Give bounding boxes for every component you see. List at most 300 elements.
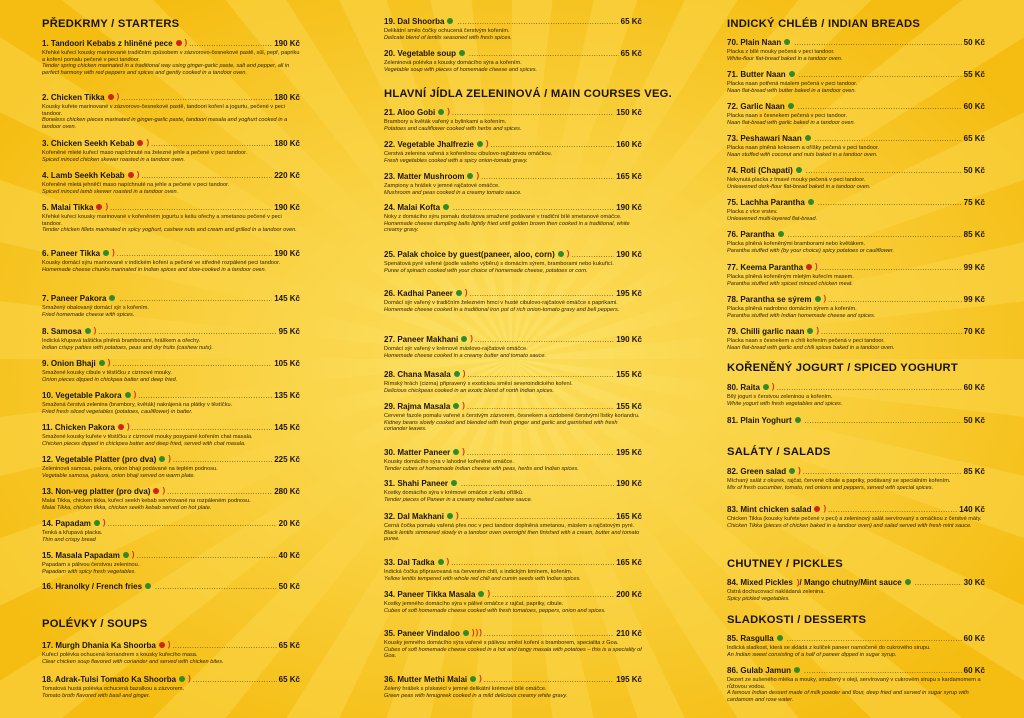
menu-item-marks — [763, 382, 775, 392]
menu-item-marks — [459, 50, 467, 56]
menu-item-marks — [125, 390, 137, 400]
vegetarian-dot-icon — [467, 173, 473, 179]
menu-item-description-czech: Křehké kuřecí kousky marinované v kořeněném jogurtu s kešu ořechy a smetanou pečené v peci tandoor. — [42, 214, 282, 227]
leader-dots — [453, 204, 614, 214]
menu-item-description-czech: Papadam s pálivou čerstvou zeleninou. — [42, 562, 140, 568]
chili-spicy-icon: ) — [823, 294, 827, 303]
menu-item-price: 40 Kč — [278, 551, 300, 560]
menu-item-header — [384, 447, 642, 459]
menu-item-description-english: Spiced minced lamb skewer roasted in a tandoor oven. — [42, 188, 179, 195]
leader-dots — [777, 384, 962, 394]
leader-dots — [804, 667, 962, 677]
menu-item — [42, 294, 300, 318]
menu-item-name-suffix: / Mango chutny/Mint sauce — [799, 578, 902, 587]
menu-item-name: 32. Dal Makhani — [384, 512, 445, 521]
leader-dots — [112, 360, 272, 370]
menu-item-description-english: Homemade cheese cooked in a traditional iron pot of rich onion-tomato gravy and bell peppers. — [384, 306, 620, 313]
menu-item-description-english: Indian crispy patties with potatoes, peas and dry fruits (cashew nuts). — [42, 344, 214, 351]
menu-item — [384, 589, 642, 614]
vegetarian-dot-icon — [109, 295, 115, 301]
menu-item-name: 84. Mixed Pickles — [727, 578, 793, 587]
menu-item-description-english: Homemade cheese dumpling balls lightly fried until golden brown then cooked in a traditional, white creamy gravy. — [384, 220, 630, 234]
menu-item-price: 65 Kč — [278, 675, 300, 684]
vegetarian-dot-icon — [763, 384, 769, 390]
menu-item-name: 7. Paneer Pakora — [42, 294, 107, 303]
menu-item-description-english: Parantha stuffed with Indian homemade cheese and spices. — [727, 312, 876, 319]
vegetarian-dot-icon — [789, 468, 795, 474]
chili-spicy-icon: ) — [823, 504, 827, 513]
leader-dots — [815, 135, 962, 145]
menu-item — [384, 628, 642, 660]
leader-dots — [820, 264, 962, 274]
vegetarian-dot-icon — [447, 513, 453, 519]
menu-item-header — [727, 578, 985, 589]
menu-item-header — [42, 454, 300, 466]
menu-item-header — [384, 369, 642, 381]
menu-item-marks — [461, 334, 473, 344]
vegetarian-dot-icon — [788, 103, 794, 109]
menu-item-marks — [777, 635, 785, 641]
menu-item-description-english: Parantha stuffed with (by your choice) spicy potatoes or cauliflower. — [727, 247, 895, 254]
menu-item-price: 280 Kč — [274, 487, 300, 496]
chili-spicy-icon: ) — [462, 401, 465, 410]
menu-item-marks — [99, 358, 111, 368]
menu-item-description-english: Vegetable soup with pieces of homemade cheese and spices. — [384, 66, 538, 73]
menu-item-price: 180 Kč — [274, 139, 300, 148]
leader-dots — [189, 40, 272, 50]
menu-item-price: 60 Kč — [963, 383, 985, 392]
vegetarian-dot-icon — [905, 579, 911, 585]
chili-spicy-icon: ) — [168, 454, 171, 463]
menu-item-marks — [438, 557, 450, 567]
menu-item-header — [727, 634, 985, 645]
menu-item-price: 30 Kč — [963, 578, 985, 587]
chili-spicy-icon: ) — [167, 640, 171, 649]
menu-item-description-english: Spicy pickled vegetables. — [727, 595, 790, 602]
leader-dots — [151, 140, 272, 150]
menu-item — [384, 203, 642, 234]
chili-spicy-icon: ) — [476, 171, 480, 180]
non-vegetarian-dot-icon — [176, 40, 182, 46]
menu-item — [384, 401, 642, 433]
vegetarian-dot-icon — [103, 250, 109, 256]
menu-item-description-english: Naan flat-bread with garlic and chili spices baked in a tandoor oven. — [727, 344, 895, 351]
menu-item-marks — [454, 369, 466, 379]
menu-item-name: 76. Parantha — [727, 230, 775, 239]
chili-spicy-icon: ) — [446, 557, 450, 566]
menu-item-description-english: Thin and crispy bread — [42, 536, 96, 543]
menu-item-header — [727, 134, 985, 145]
vegetarian-dot-icon — [453, 403, 459, 409]
menu-item-marks — [478, 589, 490, 599]
menu-item-name: 19. Dal Shoorba — [384, 17, 445, 26]
menu-item-description-czech: Červené fazole pomalu vařené s čerstvým zázvorem, česnekem a ozdobené čerstvými lístky koriandru. — [384, 413, 640, 419]
menu-item-header — [384, 628, 642, 640]
leader-dots — [467, 371, 614, 381]
menu-item-name: 34. Paneer Tikka Masala — [384, 590, 476, 599]
vegetarian-dot-icon — [777, 635, 783, 641]
non-vegetarian-dot-icon — [159, 642, 165, 648]
menu-item-price: 190 Kč — [616, 250, 642, 259]
menu-item-header — [384, 479, 642, 490]
menu-item-marks — [85, 326, 97, 336]
menu-item-description-english: Homemade cheese cooked in a creamy butter and tomato sauce. — [384, 352, 546, 359]
menu-item-marks — [179, 674, 191, 684]
vegetarian-dot-icon — [447, 18, 453, 24]
leader-dots — [787, 635, 962, 645]
menu-item-header — [727, 466, 985, 478]
menu-item-price: 210 Kč — [616, 629, 642, 638]
menu-item-description-czech: Domácí sýr vařený v krémové máslovo-rajčatové omáčce. — [384, 346, 528, 352]
menu-item-description-english: Chicken pieces dipped in chickpea batter and deep fried, served with chat masala. — [42, 440, 246, 447]
leader-dots — [798, 103, 962, 113]
menu-item-name: 82. Green salad — [727, 467, 787, 476]
menu-item-name: 14. Papadam — [42, 519, 91, 528]
menu-item-header — [727, 102, 985, 113]
menu-item-description-english: Tender pieces of Paneer in a creamy melted cashew sauce. — [384, 496, 533, 503]
menu-item — [384, 557, 642, 582]
non-vegetarian-dot-icon — [96, 204, 102, 210]
menu-item-header — [727, 198, 985, 209]
leader-dots — [803, 468, 962, 478]
menu-item-header — [384, 203, 642, 214]
menu-item-price: 99 Kč — [963, 295, 985, 304]
menu-item — [42, 582, 300, 593]
leader-dots — [828, 296, 961, 306]
menu-item — [727, 578, 985, 602]
menu-item-header — [384, 589, 642, 601]
menu-item-header — [384, 171, 642, 183]
leader-dots — [475, 336, 614, 346]
menu-item-marks — [453, 447, 465, 457]
menu-item-name: 83. Mint chicken salad — [727, 505, 812, 514]
leader-dots — [818, 199, 962, 209]
menu-item-name: 2. Chicken Tikka — [42, 93, 105, 102]
menu-item-name: 21. Aloo Gobi — [384, 108, 436, 117]
chili-spicy-icon: ) — [188, 674, 191, 683]
menu-item-price: 160 Kč — [616, 140, 642, 149]
menu-item-header — [727, 166, 985, 177]
menu-item-name: 10. Vegetable Pakora — [42, 391, 122, 400]
non-vegetarian-dot-icon — [153, 488, 159, 494]
vegetarian-dot-icon — [159, 456, 165, 462]
menu-item-name: 28. Chana Masala — [384, 370, 451, 379]
section-title: HLAVNÍ JÍDLA ZELENINOVÁ / MAIN COURSES VEG. — [384, 88, 672, 100]
menu-item-name: 11. Chicken Pakora — [42, 423, 115, 432]
menu-item-header — [727, 70, 985, 81]
menu-item-name: 75. Lachha Parantha — [727, 198, 805, 207]
menu-item-description-english: Naan stuffed with coconut and nuts baked in a tandoor oven. — [727, 151, 878, 158]
chili-spicy-icon: ) — [131, 550, 135, 559]
menu-item-header — [42, 92, 300, 104]
menu-item-header — [42, 582, 300, 593]
chili-spicy-icon: ) — [485, 139, 489, 148]
chili-spicy-icon: ) — [798, 466, 801, 475]
non-vegetarian-dot-icon — [118, 424, 124, 430]
leader-dots — [167, 488, 272, 498]
chili-spicy-icon: ) — [105, 202, 109, 211]
menu-item-marks — [96, 202, 108, 212]
menu-item-description-english: Naan flat-bread with butter baked in a tandoor oven. — [727, 87, 857, 94]
non-vegetarian-dot-icon — [814, 506, 820, 512]
vegetarian-dot-icon — [125, 392, 131, 398]
menu-item-header — [384, 107, 642, 119]
menu-item-marks — [784, 39, 792, 45]
menu-item-description-english: Homemade cheese chunks marinated in Indian spices and slow-cooked in a tandoor oven. — [42, 266, 267, 273]
menu-item-description-czech: Smažený obalovaný domácí sýr s kořením. — [42, 305, 149, 311]
menu-item — [384, 447, 642, 472]
menu-item-name: 18. Adrak-Tulsi Tomato Ka Shoorba — [42, 675, 177, 684]
menu-item — [727, 198, 985, 222]
menu-item-description-czech: Placka naan s česnekem a chili kořením pečená v peci tandoor. — [727, 338, 885, 344]
menu-item-description-english: White-flour flat-bread baked in a tandoor oven. — [727, 55, 843, 62]
leader-dots — [805, 417, 962, 427]
chili-spicy-icon: ) — [107, 358, 111, 367]
menu-item-price: 65 Kč — [620, 17, 642, 26]
non-vegetarian-dot-icon — [108, 94, 114, 100]
vegetarian-dot-icon — [796, 167, 802, 173]
chili-spicy-icon: ) — [116, 92, 120, 101]
menu-item-header — [42, 248, 300, 260]
vegetarian-dot-icon — [789, 71, 795, 77]
menu-item-description-czech: Kousky domácího sýra v lahodné kořeněné omáčce. — [384, 459, 514, 465]
menu-item-header — [42, 202, 300, 214]
vegetarian-dot-icon — [558, 251, 564, 257]
menu-item-price: 190 Kč — [274, 249, 300, 258]
menu-item-price: 190 Kč — [616, 335, 642, 344]
menu-item — [727, 666, 985, 703]
menu-item-header — [42, 390, 300, 402]
menu-item-description-czech: Tomatová hustá polévka ochucená bazalkou a zázvorem. — [42, 686, 185, 692]
menu-item — [42, 674, 300, 699]
chili-spicy-icon: ) — [487, 589, 491, 598]
menu-item-description-english: A famous Indian dessert made of milk powder and flour, deep fried and served in sugar syrup with cardamom and rose water. — [727, 690, 969, 703]
menu-item-description-czech: Placka plněná kořeněným mletým kuřecím masem. — [727, 274, 854, 280]
menu-item-price: 99 Kč — [963, 263, 985, 272]
menu-item-header — [727, 326, 985, 338]
vegetarian-dot-icon — [794, 667, 800, 673]
leader-dots — [132, 424, 273, 434]
menu-item-name: 72. Garlic Naan — [727, 102, 785, 111]
menu-item-header — [384, 511, 642, 523]
vegetarian-dot-icon — [123, 552, 129, 558]
menu-item — [727, 634, 985, 658]
leader-dots — [467, 403, 614, 413]
menu-item — [384, 334, 642, 359]
menu-item-header — [727, 294, 985, 306]
menu-item-header — [42, 38, 300, 50]
menu-item-description-english: Yellow lentils tempered with whole red chili and cumin seeds with Indian spices. — [384, 575, 581, 582]
menu-item-description-czech: Domácí sýr vařený v tradičním železném hrnci v husté cibulovo-rajčatové omáčce s paprikami. — [384, 300, 618, 306]
chili-spicy-icon: ) — [462, 447, 465, 456]
menu-item-description-english: Fresh vegetables cooked with a spicy onion-tomato gravy. — [384, 157, 528, 164]
leader-dots — [98, 328, 276, 338]
menu-item-price: 145 Kč — [274, 294, 300, 303]
menu-item — [727, 294, 985, 319]
menu-item-header — [42, 358, 300, 370]
menu-item-marks — [137, 138, 149, 148]
menu-item-description-czech: Chicken Tikka (kousky kuřete pečené v peci) a zeleninový salát servírovaný s omáčkou z čerstvé máty. — [727, 516, 982, 522]
chili-spicy-icon: ) — [771, 382, 775, 391]
menu-item — [727, 134, 985, 158]
leader-dots — [110, 204, 272, 214]
menu-item-marks — [153, 486, 165, 496]
menu-item-description-english: Cubes of soft homemade cheese cooked with fresh tomatoes, peppers, onion and spices. — [384, 607, 606, 614]
chili-spicy-icon: ) — [479, 674, 482, 683]
section-title: CHUTNEY / PICKLES — [727, 558, 843, 570]
menu-item-description-english: Clear chicken soup flavored with coriander and served with chicken bites. — [42, 658, 224, 665]
menu-item-marks — [109, 295, 117, 301]
menu-item-description-english: Black lentils simmered slowly in a tandoor oven overnight then finished with a cream, butter and tomato puree. — [384, 529, 640, 543]
menu-item-description-czech: Smažené kousky cibule v těstíčku z cizrnové mouky. — [42, 370, 172, 376]
menu-item-description-czech: Delikátní směs čočky ochucená čerstvým kořením. — [384, 28, 510, 34]
menu-item-price: 60 Kč — [963, 102, 985, 111]
menu-item-header — [727, 38, 985, 49]
menu-item-description-english: Delicate blend of lentils seasoned with fresh spices. — [384, 34, 512, 41]
menu-item-description-czech: Malai Tikka, chicken tikka, kuřecí seekh kebab servírované na rozpáleném podnosu. — [42, 498, 251, 504]
menu-item-price: 55 Kč — [963, 70, 985, 79]
menu-item — [727, 504, 985, 529]
menu-item-description-english: Cubes of soft homemade cheese cooked in a hot and tangy masala with potatoes – this is a speciality of Goa. — [384, 646, 642, 660]
menu-item-price: 65 Kč — [963, 134, 985, 143]
menu-item-description-czech: Bílý jogurt s čerstvou zeleninou a kořením. — [727, 394, 833, 400]
menu-item-marks — [806, 262, 818, 272]
menu-item-description-czech: Placka naan plněná kokosem a oříšky pečená v peci tandoor. — [727, 145, 880, 151]
menu-item — [42, 326, 300, 351]
leader-dots — [457, 18, 618, 28]
chili-spicy-icon: ) — [566, 249, 570, 258]
menu-item-description-english: Boneless chicken pieces marinated in ginger-garlic paste, tandoori masala and yoghurt cooked in a tandoor oven. — [42, 117, 288, 130]
menu-item-marks — [463, 628, 482, 638]
menu-item-description-english: Unleavened multi-layered flat-bread. — [727, 215, 818, 222]
leader-dots — [828, 506, 957, 516]
menu-item-price: 70 Kč — [963, 327, 985, 336]
chili-spicy-icon: ) — [815, 262, 818, 271]
menu-item-marks — [94, 518, 106, 528]
vegetarian-dot-icon — [145, 583, 151, 589]
menu-item-price: 195 Kč — [616, 675, 642, 684]
menu-item-header — [727, 382, 985, 394]
menu-item-marks — [789, 466, 801, 476]
menu-item-price: 50 Kč — [278, 582, 300, 591]
menu-item-price: 65 Kč — [620, 49, 642, 58]
menu-item-price: 200 Kč — [616, 590, 642, 599]
menu-item-price: 225 Kč — [274, 455, 300, 464]
menu-item-marks — [805, 135, 813, 141]
chili-spicy-icon: ) — [93, 326, 97, 335]
menu-item-description-english: Malai Tikka, chicken tikka, chicken seekh kebab served on hot plate. — [42, 504, 212, 511]
leader-dots — [137, 552, 277, 562]
menu-item-header — [42, 550, 300, 562]
menu-item-description-czech: Míchaný salát z okurek, rajčat, červené cibule a papriky, podávaný se speciálním kořením. — [727, 478, 951, 484]
menu-item-name: 15. Masala Papadam — [42, 551, 120, 560]
menu-item-name: 1. Tandoori Kebabs z hliněné pece — [42, 39, 173, 48]
menu-item — [384, 17, 642, 41]
chili-spicy-icon: ) — [470, 334, 473, 343]
menu-item-header — [727, 262, 985, 274]
menu-item-description-czech: Zelený hrášek s pískavicí v jemné delikátní krémové bílé omáčce. — [384, 686, 547, 692]
menu-item — [42, 38, 300, 76]
menu-item-price: 95 Kč — [278, 327, 300, 336]
menu-item-marks — [159, 454, 171, 464]
menu-item-name: 8. Samosa — [42, 327, 82, 336]
chili-spicy-icon: ) — [136, 170, 140, 179]
menu-item — [384, 49, 642, 73]
leader-dots — [484, 630, 614, 640]
menu-item — [384, 139, 642, 164]
menu-item-price: 190 Kč — [274, 203, 300, 212]
menu-item-name: 27. Paneer Makhani — [384, 335, 459, 344]
menu-item-header — [42, 486, 300, 498]
menu-item — [42, 422, 300, 447]
vegetarian-dot-icon — [443, 204, 449, 210]
menu-item-price: 190 Kč — [274, 39, 300, 48]
menu-item — [727, 102, 985, 126]
vegetarian-dot-icon — [808, 199, 814, 205]
leader-dots — [451, 559, 614, 569]
menu-item-description-czech: Kostky domácího sýra v krémové omáčce z kešu oříšků. — [384, 490, 524, 496]
menu-item-header — [42, 170, 300, 182]
menu-item-header — [42, 422, 300, 434]
menu-item-marks — [795, 417, 803, 423]
menu-item-description-english: Green peas with fenugreek cooked in a mild delicious creamy white gravy. — [384, 692, 568, 699]
menu-item-description-english: Onion pieces dipped in chickpea batter and deep fried. — [42, 376, 178, 383]
menu-item-marks — [118, 422, 130, 432]
menu-item — [727, 166, 985, 190]
menu-item-description-czech: Černá čočka pomalu vařená přes noc v peci tandoor doplněná smetanou, máslem a rajčatovým pyré. — [384, 523, 635, 529]
leader-dots — [821, 328, 962, 338]
chili-spicy-icon: ) — [126, 422, 130, 431]
menu-item-header — [42, 326, 300, 338]
vegetarian-dot-icon — [453, 449, 459, 455]
leader-dots — [470, 290, 615, 300]
menu-item-name: 70. Plain Naan — [727, 38, 782, 47]
menu-item-marks — [477, 139, 489, 149]
menu-item-header — [384, 557, 642, 569]
chili-spicy-icon: ) — [184, 38, 188, 47]
menu-item-description-czech: Dezert ze sušeného mléka a mouky, smažený v oleji, servírovaný v cukrovém sirupu s kardamomem a růžovou vodou. — [727, 677, 981, 690]
menu-item-name: 22. Vegetable Jhalfrezie — [384, 140, 474, 149]
menu-item-header — [727, 504, 985, 516]
vegetarian-dot-icon — [807, 328, 813, 334]
menu-item-name: 13. Non-veg platter (pro dva) — [42, 487, 151, 496]
menu-item-description-english: Tender chicken fillets marinated in spicy yoghurt, cashew nuts and cream and grilled in a tandoor oven. — [42, 227, 297, 234]
vegetarian-dot-icon — [438, 559, 444, 565]
menu-item-marks — [123, 550, 135, 560]
menu-item-name: 23. Matter Mushroom — [384, 172, 465, 181]
menu-item-description-czech: Noky z domácího sýru pomalu dozlatova smažené podávané v tradiční bílé smetanové omáčce. — [384, 214, 622, 220]
menu-item-description-english: Puree of spinach cooked with your choice of homemade cheese, potatoes or corn. — [384, 267, 588, 274]
vegetarian-dot-icon — [454, 371, 460, 377]
menu-item-price: 75 Kč — [963, 198, 985, 207]
menu-item-price: 60 Kč — [963, 634, 985, 643]
menu-item — [42, 248, 300, 273]
menu-item-header — [727, 230, 985, 241]
menu-item-price: 155 Kč — [616, 402, 642, 411]
menu-item-name: 36. Mutter Methi Malai — [384, 675, 468, 684]
menu-item-description-czech: Smažené kousky kuřete v těstíčku z cizrnové mouky posypané kořením chat masala. — [42, 434, 253, 440]
menu-item-name: 71. Butter Naan — [727, 70, 786, 79]
vegetarian-dot-icon — [438, 109, 444, 115]
menu-item-marks — [815, 294, 827, 304]
leader-dots — [484, 676, 614, 686]
menu-item-description-czech: Ostrá dochucovací nakládaná zelenina. — [727, 589, 825, 595]
menu-item-name: 25. Palak choice by guest(paneer, aloo, corn) — [384, 250, 555, 259]
menu-item-name: 73. Peshawari Naan — [727, 134, 802, 143]
menu-item-marks — [470, 674, 482, 684]
menu-item-name: 6. Paneer Tikka — [42, 249, 101, 258]
menu-item-description-czech: Kořeněné mleté kuřecí maso napíchnuté na železné jehle a pečené v peci tandoor. — [42, 150, 248, 156]
